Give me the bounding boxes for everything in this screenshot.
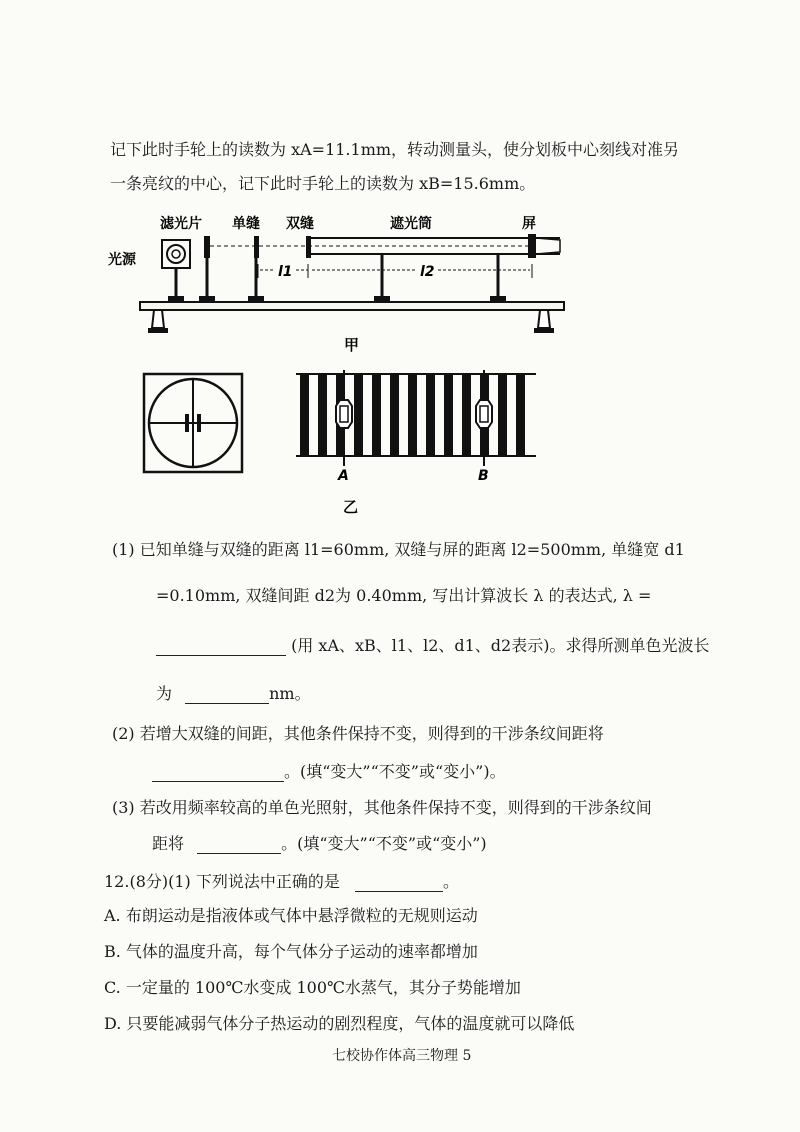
tube-supports (374, 254, 506, 302)
q1-line-2: =0.10mm, 双缝间距 d2为 0.40mm, 写出计算波长 λ 的表达式, λ = (156, 586, 652, 605)
q3-line-2-prefix: 距将 (152, 834, 185, 853)
q12-stem (104, 872, 459, 892)
light-shield-tube (210, 234, 560, 258)
q3-line-1: (3) 若改用频率较高的单色光照射，其他条件保持不变，则得到的干涉条纹间 (112, 798, 652, 817)
wavelength-blank[interactable] (185, 687, 269, 704)
q12-option-a: A. 布朗运动是指液体或气体中悬浮微粒的无规则运动 (104, 906, 478, 925)
label-l2: l2 (420, 264, 435, 280)
q12-option-b: B. 气体的温度升高，每个气体分子运动的速率都增加 (104, 942, 478, 961)
q12-option-c: C. 一定量的 100℃水变成 100℃水蒸气，其分子势能增加 (104, 978, 521, 997)
q12-answer-blank[interactable] (355, 875, 443, 892)
figure-jia (100, 208, 580, 368)
label-screen: 屏 (522, 216, 536, 232)
optical-bench (140, 302, 564, 333)
q12-stem-suffix: 。 (442, 872, 459, 891)
figure-yi (140, 370, 560, 520)
marker-b (476, 370, 492, 466)
q2-answer-blank[interactable] (152, 765, 284, 782)
label-b: B (478, 468, 489, 484)
q3-line-2-suffix: 。(填“变大”“不变”或“变小”) (281, 834, 487, 853)
intro-line-2: 一条亮纹的中心，记下此时手轮上的读数为 xB=15.6mm。 (110, 174, 536, 193)
label-filter: 滤光片 (160, 216, 202, 232)
q1-line-4-prefix: 为 (156, 684, 173, 703)
fringe-pattern (296, 374, 536, 456)
label-a: A (338, 468, 349, 484)
label-single-slit: 单缝 (232, 216, 260, 232)
page-footer: 七校协作体高三物理 5 (332, 1048, 472, 1064)
q12-stem-text: 12.(8分)(1) 下列说法中正确的是 (104, 872, 340, 891)
q1-line-4 (156, 684, 311, 704)
caption-yi: 乙 (343, 498, 359, 516)
intro-line-1: 记下此时手轮上的读数为 xA=11.1mm，转动测量头，使分划板中心刻线对准另 (110, 140, 680, 159)
light-source (162, 240, 190, 302)
q2-line-2-suffix: 。(填“变大”“不变”或“变小”)。 (284, 762, 506, 781)
q12-option-d: D. 只要能减弱气体分子热运动的剧烈程度，气体的温度就可以降低 (104, 1014, 575, 1033)
q2-line-1: (2) 若增大双缝的间距，其他条件保持不变，则得到的干涉条纹间距将 (112, 724, 604, 743)
reticle-view (144, 374, 242, 472)
label-double-slit: 双缝 (286, 216, 314, 232)
q2-line-2 (152, 762, 506, 782)
lambda-expression-blank[interactable] (156, 639, 286, 656)
q1-line-4-suffix: nm。 (269, 684, 311, 703)
q3-line-2 (152, 834, 487, 854)
q1-line-1: (1) 已知单缝与双缝的距离 l1=60mm, 双缝与屏的距离 l2=500mm, 单缝宽 d1 (112, 540, 685, 559)
label-l1: l1 (278, 264, 293, 280)
label-tube: 遮光筒 (390, 216, 432, 232)
label-source: 光源 (108, 252, 136, 268)
q1-line-3-text: (用 xA、xB、l1、l2、d1、d2表示)。求得所测单色光波长 (291, 636, 710, 655)
q3-answer-blank[interactable] (197, 837, 281, 854)
caption-jia: 甲 (344, 336, 360, 354)
q1-line-3 (156, 636, 709, 656)
